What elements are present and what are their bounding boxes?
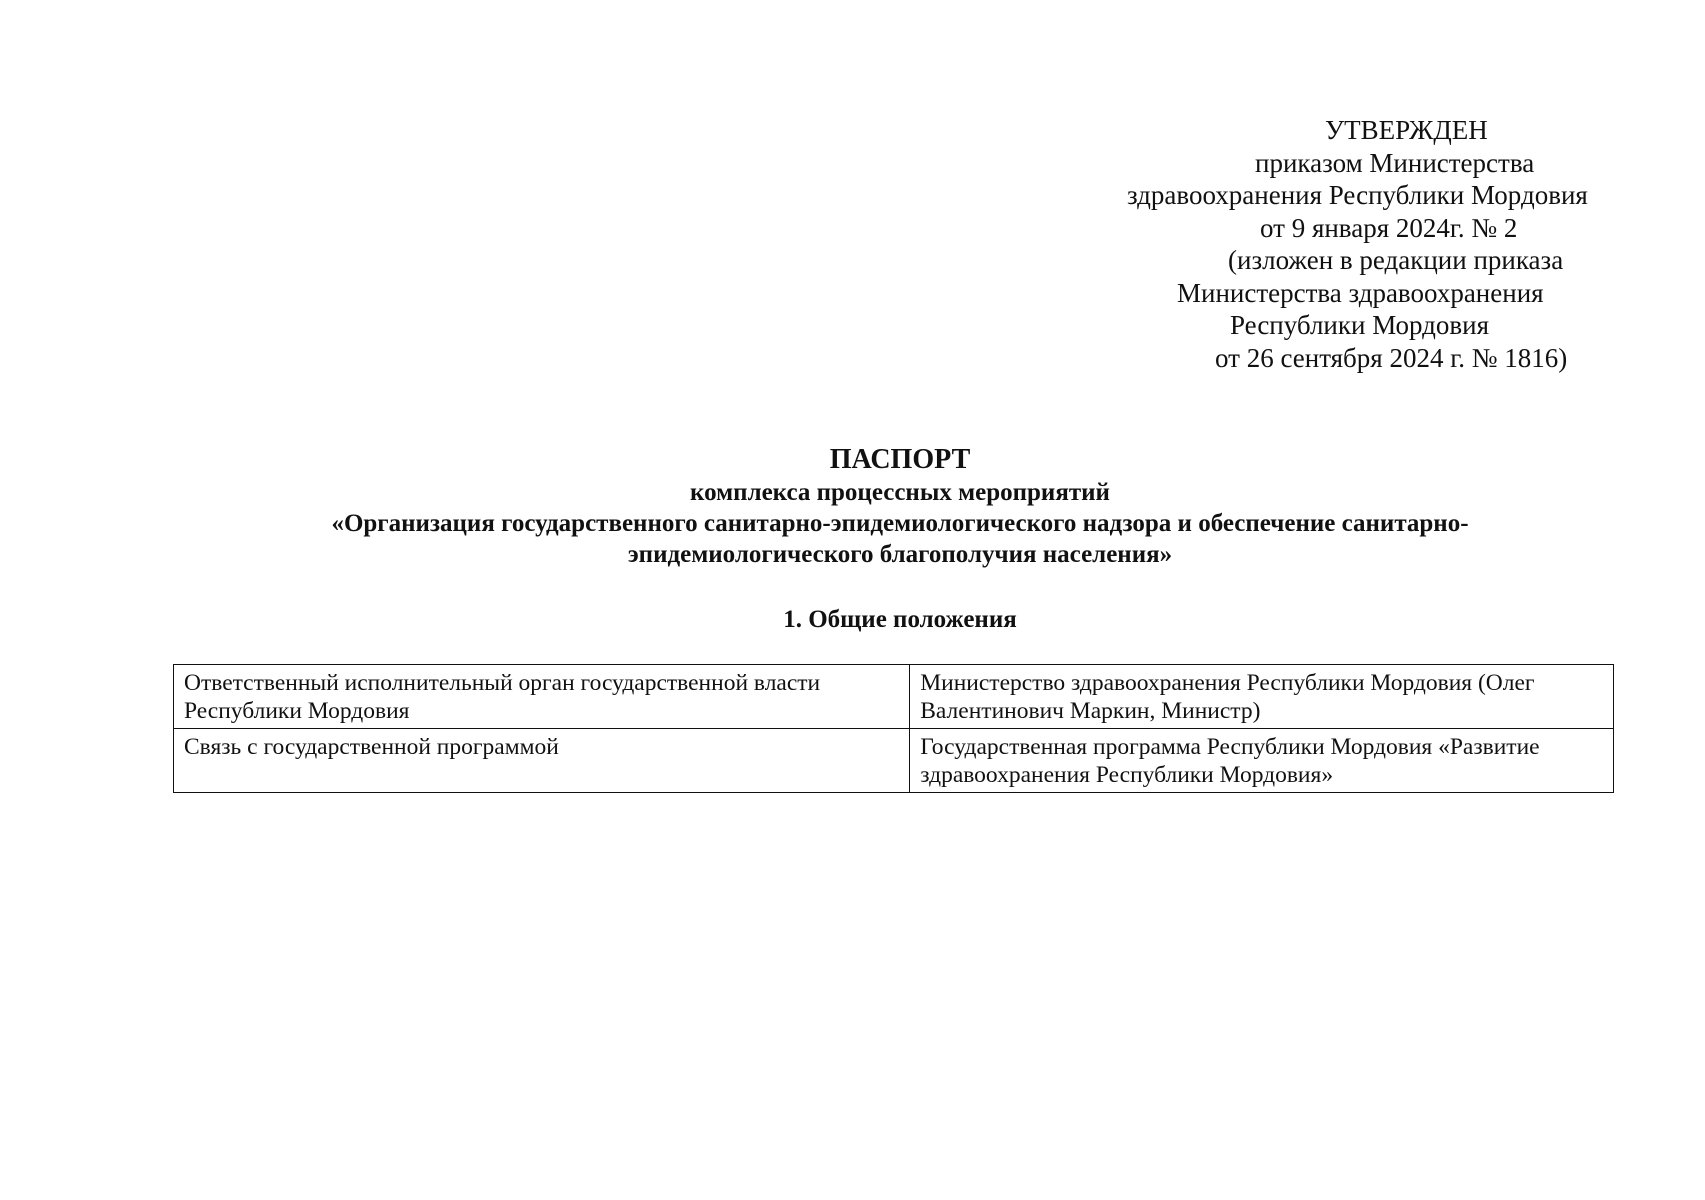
approval-line: от 26 сентября 2024 г. № 1816) (1215, 342, 1568, 373)
document-subtitle-line: комплекса процессных мероприятий (690, 479, 1110, 506)
approval-stamp-block (1060, 114, 1640, 374)
approval-line: УТВЕРЖДЕН (1325, 115, 1488, 145)
approval-line: приказом Министерства (1255, 147, 1535, 178)
document-title-block (180, 443, 1620, 570)
approval-line: Министерства здравоохранения (1177, 277, 1544, 308)
table-cell-value: Министерство здравоохранения Республики Мордовия (Олег Валентинович Маркин, Министр) (910, 665, 1614, 729)
approval-line: Республики Мордовия (1230, 310, 1490, 340)
document-subtitle-line: «Организация государственного санитарно-эпидемиологического надзора и обеспечение санитарно- (331, 510, 1469, 537)
approval-line: здравоохранения Республики Мордовия (1127, 180, 1588, 210)
table-cell-label: Связь с государственной программой (174, 729, 910, 793)
table-row (174, 729, 1614, 793)
approval-line: (изложен в редакции приказа (1228, 245, 1564, 275)
document-subtitle-line: эпидемиологического благополучия населения» (627, 541, 1173, 568)
table-cell-label: Ответственный исполнительный орган государственной власти Республики Мордовия (174, 665, 910, 729)
section-title: 1. Общие положения (783, 606, 1017, 633)
approval-line: от 9 января 2024г. № 2 (1260, 212, 1518, 243)
document-title: ПАСПОРТ (829, 444, 971, 475)
table-cell-value: Государственная программа Республики Мордовия «Развитие здравоохранения Республики Мордовия» (910, 729, 1614, 793)
general-provisions-table (173, 664, 1614, 793)
table-row (174, 665, 1614, 729)
